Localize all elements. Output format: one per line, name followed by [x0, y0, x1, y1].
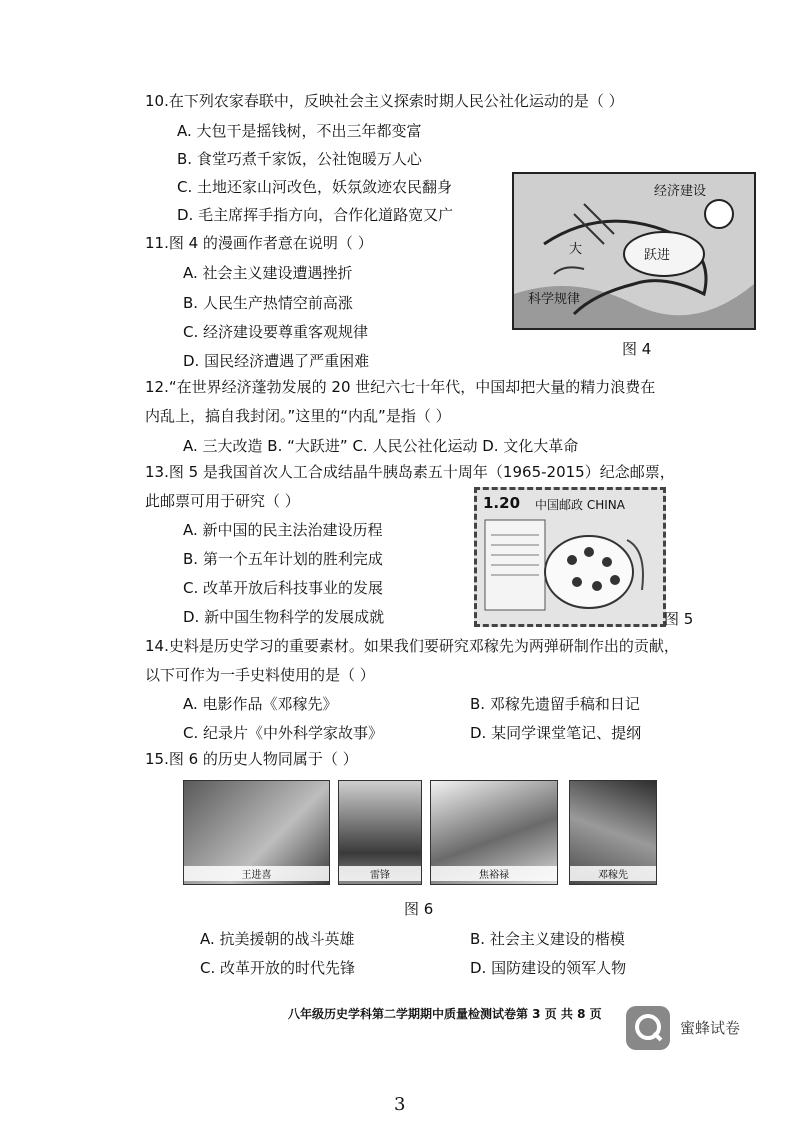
- q13-stem-line2: 此邮票可用于研究（ ）: [145, 492, 300, 510]
- cartoon-label-economy: 经济建设: [654, 184, 707, 199]
- photo-label-lei-feng: 雷锋: [339, 866, 421, 881]
- q14-option-a: A. 电影作品《邓稼先》: [183, 695, 338, 713]
- cartoon-label-big: 大: [569, 242, 583, 257]
- q11-option-a: A. 社会主义建设遭遇挫折: [183, 264, 353, 282]
- q10-stem: 10.在下列农家春联中，反映社会主义探索时期人民公社化运动的是（ ）: [145, 92, 624, 110]
- q13-option-c: C. 改革开放后科技事业的发展: [183, 579, 384, 597]
- q10-option-c: C. 土地还家山河改色，妖氛敛迹农民翻身: [177, 178, 453, 196]
- q15-option-c: C. 改革开放的时代先锋: [200, 959, 356, 977]
- q15-stem: 15.图 6 的历史人物同属于（ ）: [145, 750, 358, 768]
- q12-stem-line2: 内乱上，搞自我封闭。”这里的“内乱”是指（ ）: [145, 407, 451, 425]
- q10-option-d: D. 毛主席挥手指方向，合作化道路宽又广: [177, 206, 454, 224]
- photo-label-jiao-yulu: 焦裕禄: [431, 866, 557, 881]
- q13-option-b: B. 第一个五年计划的胜利完成: [183, 550, 383, 568]
- q12-stem-line1: 12.“在世界经济蓬勃发展的 20 世纪六七十年代，中国却把大量的精力浪费在: [145, 378, 656, 396]
- figure-4-cartoon: [512, 172, 756, 330]
- q15-option-b: B. 社会主义建设的楷模: [470, 930, 625, 948]
- figure-5-caption: 图 5: [664, 610, 694, 628]
- q11-option-d: D. 国民经济遭遇了严重困难: [183, 352, 370, 370]
- q13-option-d: D. 新中国生物科学的发展成就: [183, 608, 385, 626]
- watermark-text: 蜜蜂试卷: [680, 1019, 741, 1037]
- photo-lei-feng: [338, 780, 422, 885]
- photo-jiao-yulu: [430, 780, 558, 885]
- q14-option-b: B. 邓稼先遗留手稿和日记: [470, 695, 640, 713]
- q14-stem-line2: 以下可作为一手史料使用的是（ ）: [145, 666, 375, 684]
- q11-option-b: B. 人民生产热情空前高涨: [183, 294, 353, 312]
- cartoon-label-science: 科学规律: [528, 292, 581, 307]
- figure-6-caption: 图 6: [404, 900, 434, 918]
- cartoon-label-leap: 跃进: [644, 248, 671, 263]
- q11-option-c: C. 经济建设要尊重客观规律: [183, 323, 369, 341]
- q15-option-a: A. 抗美援朝的战斗英雄: [200, 930, 355, 948]
- photo-wang-jinxi: [183, 780, 330, 885]
- q14-option-c: C. 纪录片《中外科学家故事》: [183, 724, 384, 742]
- q11-stem: 11.图 4 的漫画作者意在说明（ ）: [145, 234, 373, 252]
- q15-option-d: D. 国防建设的领军人物: [470, 959, 627, 977]
- stamp-artwork: [477, 490, 663, 624]
- figure-4-caption: 图 4: [622, 340, 652, 358]
- q14-option-d: D. 某同学课堂笔记、提纲: [470, 724, 642, 742]
- watermark-logo-icon: [626, 1006, 670, 1050]
- page-number: 3: [394, 1094, 406, 1115]
- stamp-country: 中国邮政 CHINA: [535, 498, 625, 512]
- q10-option-b: B. 食堂巧煮千家饭，公社饱暖万人心: [177, 150, 422, 168]
- photo-label-deng-jiaxian: 邓稼先: [570, 866, 656, 881]
- q12-options: A. 三大改造 B. “大跃进” C. 人民公社化运动 D. 文化大革命: [183, 437, 579, 455]
- photo-deng-jiaxian: [569, 780, 657, 885]
- q13-stem-line1: 13.图 5 是我国首次人工合成结晶牛胰岛素五十周年（1965-2015）纪念邮票，: [145, 463, 675, 481]
- q14-stem-line1: 14.史料是历史学习的重要素材。如果我们要研究邓稼先为两弹研制作出的贡献，: [145, 637, 679, 655]
- q10-option-a: A. 大包干是摇钱树，不出三年都变富: [177, 122, 422, 140]
- photo-label-wang-jinxi: 王进喜: [184, 866, 329, 881]
- page-footer: 八年级历史学科第二学期期中质量检测试卷第 3 页 共 8 页: [288, 1007, 602, 1021]
- figure-5-stamp: [474, 487, 666, 627]
- q13-option-a: A. 新中国的民主法治建设历程: [183, 521, 383, 539]
- stamp-value: 1.20: [483, 494, 521, 512]
